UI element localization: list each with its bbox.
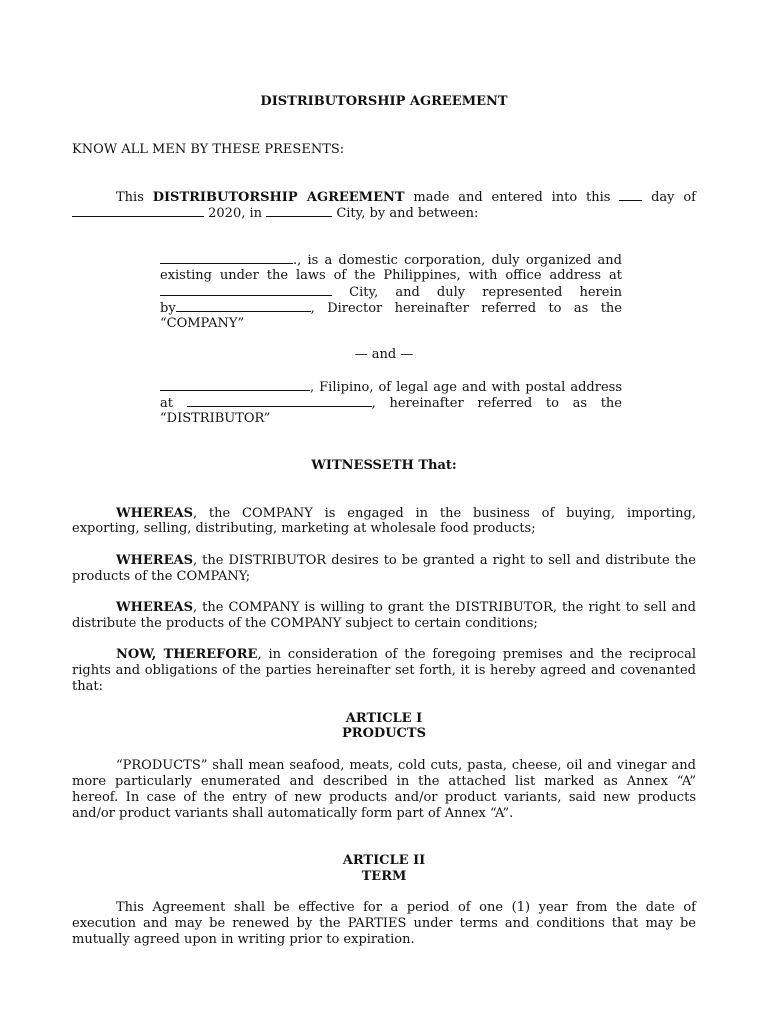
article-1-heading: PRODUCTS bbox=[342, 726, 426, 741]
intro-line-2 bbox=[72, 205, 478, 222]
article-1-line-2: more particularly enumerated and described in the attached list marked as Annex “A” bbox=[72, 774, 696, 789]
whereas-3-bold: WHEREAS bbox=[116, 600, 193, 615]
company-name-blank bbox=[160, 252, 293, 264]
whereas-2-bold: WHEREAS bbox=[116, 553, 193, 568]
intro-city-between: City, by and between: bbox=[336, 206, 479, 221]
intro-this: This bbox=[116, 190, 144, 205]
whereas-2-line-2: products of the COMPANY; bbox=[72, 569, 251, 584]
whereas-3-line-2: distribute the products of the COMPANY subject to certain conditions; bbox=[72, 616, 538, 631]
therefore-line-3: that: bbox=[72, 679, 103, 694]
company-line-1 bbox=[160, 252, 622, 269]
intro-made: made and entered into this bbox=[413, 190, 611, 205]
month-blank bbox=[72, 205, 204, 217]
company-representative-blank bbox=[176, 300, 311, 312]
witnesseth-heading: WITNESSETH That: bbox=[311, 458, 457, 473]
whereas-1-line-2: exporting, selling, distributing, marketing at wholesale food products; bbox=[72, 521, 536, 536]
whereas-1-text: , the COMPANY is engaged in the business of buying, importing, bbox=[192, 506, 696, 521]
article-1-line-4: and/or product variants shall automatically form part of Annex “A”. bbox=[72, 806, 514, 821]
distributor-address-blank bbox=[187, 395, 372, 407]
whereas-2-line-1 bbox=[116, 553, 696, 569]
intro-year: 2020, in bbox=[208, 206, 263, 221]
distributor-name-blank bbox=[160, 379, 310, 391]
intro-day-of: day of bbox=[651, 190, 696, 205]
intro-line-1 bbox=[116, 189, 696, 206]
city-blank bbox=[266, 205, 332, 217]
whereas-3-line-1 bbox=[116, 600, 696, 616]
whereas-1-line-1 bbox=[116, 506, 696, 522]
intro-agreement-bold: DISTRIBUTORSHIP AGREEMENT bbox=[152, 190, 405, 205]
company-line-3-text: City, and duly represented herein bbox=[349, 285, 622, 300]
company-line-4 bbox=[160, 300, 622, 317]
distributor-line-2-at: at bbox=[160, 396, 173, 411]
document-title: DISTRIBUTORSHIP AGREEMENT bbox=[260, 94, 508, 109]
company-address-blank bbox=[160, 284, 332, 296]
whereas-2-text: , the DISTRIBUTOR desires to be granted a right to sell and distribute the bbox=[192, 553, 696, 568]
therefore-text: , in consideration of the foregoing premises and the reciprocal bbox=[257, 647, 696, 662]
company-line-3 bbox=[160, 284, 622, 301]
distributor-line-1 bbox=[160, 379, 622, 396]
article-1-number: ARTICLE I bbox=[345, 711, 423, 726]
article-2-line-3: mutually agreed upon in writing prior to expiration. bbox=[72, 932, 415, 947]
company-label: “COMPANY” bbox=[160, 316, 245, 331]
company-line-2: existing under the laws of the Philippines, with office address at bbox=[160, 268, 622, 283]
therefore-bold: NOW, THEREFORE bbox=[116, 647, 258, 662]
distributor-line-1-text: , Filipino, of legal age and with postal address bbox=[310, 380, 622, 395]
and-separator: — and — bbox=[354, 347, 414, 362]
company-line-1-text: ., is a domestic corporation, duly organized and bbox=[293, 253, 622, 268]
whereas-1-bold: WHEREAS bbox=[116, 506, 193, 521]
company-line-4-by: by bbox=[160, 301, 176, 316]
opening-line: KNOW ALL MEN BY THESE PRESENTS: bbox=[72, 142, 345, 157]
distributor-line-2 bbox=[160, 395, 622, 412]
article-2-number: ARTICLE II bbox=[342, 853, 426, 868]
therefore-line-1 bbox=[116, 647, 696, 663]
article-1-line-3: hereof. In case of the entry of new products and/or product variants, said new products bbox=[72, 790, 696, 805]
article-2-line-2: execution and may be renewed by the PARTIES under terms and conditions that may be bbox=[72, 916, 696, 931]
therefore-line-2: rights and obligations of the parties hereinafter set forth, it is hereby agreed and covenanted bbox=[72, 663, 696, 678]
article-2-heading: TERM bbox=[361, 869, 407, 884]
day-blank bbox=[619, 189, 642, 201]
whereas-3-text: , the COMPANY is willing to grant the DISTRIBUTOR, the right to sell and bbox=[192, 600, 696, 615]
distributor-label: “DISTRIBUTOR” bbox=[160, 411, 271, 426]
article-2-line-1: This Agreement shall be effective for a period of one (1) year from the date of bbox=[116, 900, 696, 915]
article-1-line-1: “PRODUCTS” shall mean seafood, meats, cold cuts, pasta, cheese, oil and vinegar and bbox=[116, 758, 696, 773]
distributor-line-2-text: , hereinafter referred to as the bbox=[371, 396, 622, 411]
company-line-4-text: , Director hereinafter referred to as the bbox=[310, 301, 622, 316]
